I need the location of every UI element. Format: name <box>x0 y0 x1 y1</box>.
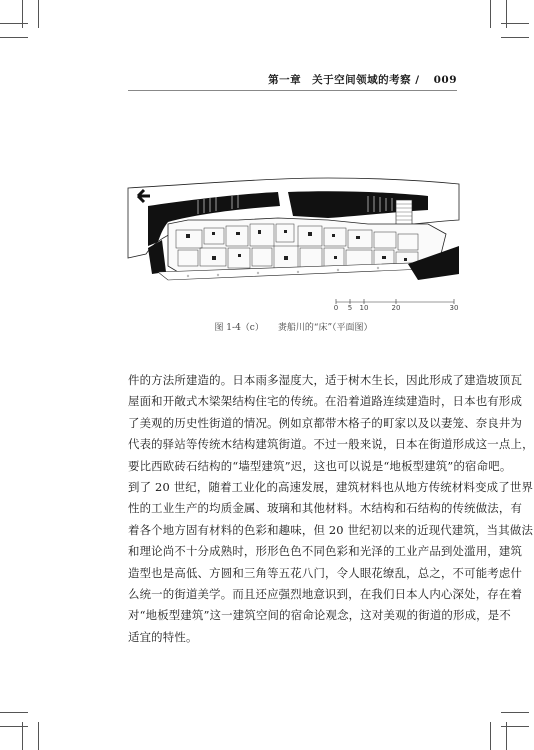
scale-label: 20 <box>391 304 401 312</box>
scale-label: 30 <box>449 304 459 312</box>
text-line: 到了 20 世纪，随着工业化的高速发展，建筑材料也从地方传统材料变成了世界 <box>128 480 534 495</box>
page-number: 009 <box>433 74 457 86</box>
text-line: 造型也是高低、方圆和三角等五花八门，令人眼花缭乱，总之，不可能考虑什 <box>128 565 523 580</box>
crop-mark <box>38 0 39 28</box>
running-header <box>268 72 457 87</box>
text-line: 代表的驿站等传统木结构建筑街道。不过一般来说，日本在街道形成这一点上， <box>128 437 534 452</box>
crop-mark <box>506 0 507 28</box>
caption-text: 赉船川的“床”（平面图） <box>277 323 373 333</box>
text-line: 对“地板型建筑”这一建筑空间的宿命论观念，这对美观的街道的形成，是不 <box>128 608 511 623</box>
text-line: 么统一的街道美学。而且还应强烈地意识到，在我们日本人内心深处，存在着 <box>128 587 523 602</box>
scale-label: 10 <box>359 304 369 312</box>
text-line: 适宜的特性。 <box>128 629 198 644</box>
text-line: 着各个地方固有材料的色彩和趣味，但 20 世纪初以来的近现代建筑，当其做法 <box>128 522 534 537</box>
crop-mark <box>501 712 529 713</box>
crop-mark <box>22 722 23 750</box>
header-rule <box>128 90 457 91</box>
crop-mark <box>0 712 28 713</box>
crop-mark <box>490 722 491 750</box>
chapter-title: 第一章 关于空间领域的考察 / <box>268 74 420 86</box>
text-line: 要比西欧砖石结构的“墙型建筑”迟，这也可以说是“地板型建筑”的宿命吧。 <box>128 458 512 473</box>
crop-mark <box>0 23 28 24</box>
figure-number: 图 1-4（c） <box>214 323 264 333</box>
crop-mark <box>501 37 529 38</box>
site-plan-drawing <box>128 176 459 314</box>
crop-mark <box>22 0 23 28</box>
crop-mark <box>0 37 28 38</box>
scale-bar-labels <box>333 304 459 314</box>
text-line: 了美观的历史性街道的情况。例如京都带木格子的町家以及以妻笼、奈良井为 <box>128 415 523 430</box>
text-line: 件的方法所建造的。日本雨多湿度大，适于树木生长，因此形成了建造坡顶瓦 <box>128 373 523 387</box>
figure-caption <box>128 320 459 333</box>
scale-label: 5 <box>347 304 353 312</box>
crop-mark <box>506 722 507 750</box>
crop-mark <box>490 0 491 28</box>
text-line: 性的工业生产的均质金属、玻璃和其他材料。木结构和石结构的传统做法，有 <box>128 501 523 516</box>
scale-label: 0 <box>333 304 339 312</box>
crop-mark <box>0 726 28 727</box>
crop-mark <box>38 722 39 750</box>
body-text <box>128 370 534 648</box>
text-line: 屋面和开敞式木梁架结构住宅的传统。在沿着道路连续建造时，日本也有形成 <box>128 394 523 409</box>
text-line: 和理论尚不十分成熟时，形形色色不同色彩和光泽的工业产品到处滥用，建筑 <box>128 544 523 559</box>
